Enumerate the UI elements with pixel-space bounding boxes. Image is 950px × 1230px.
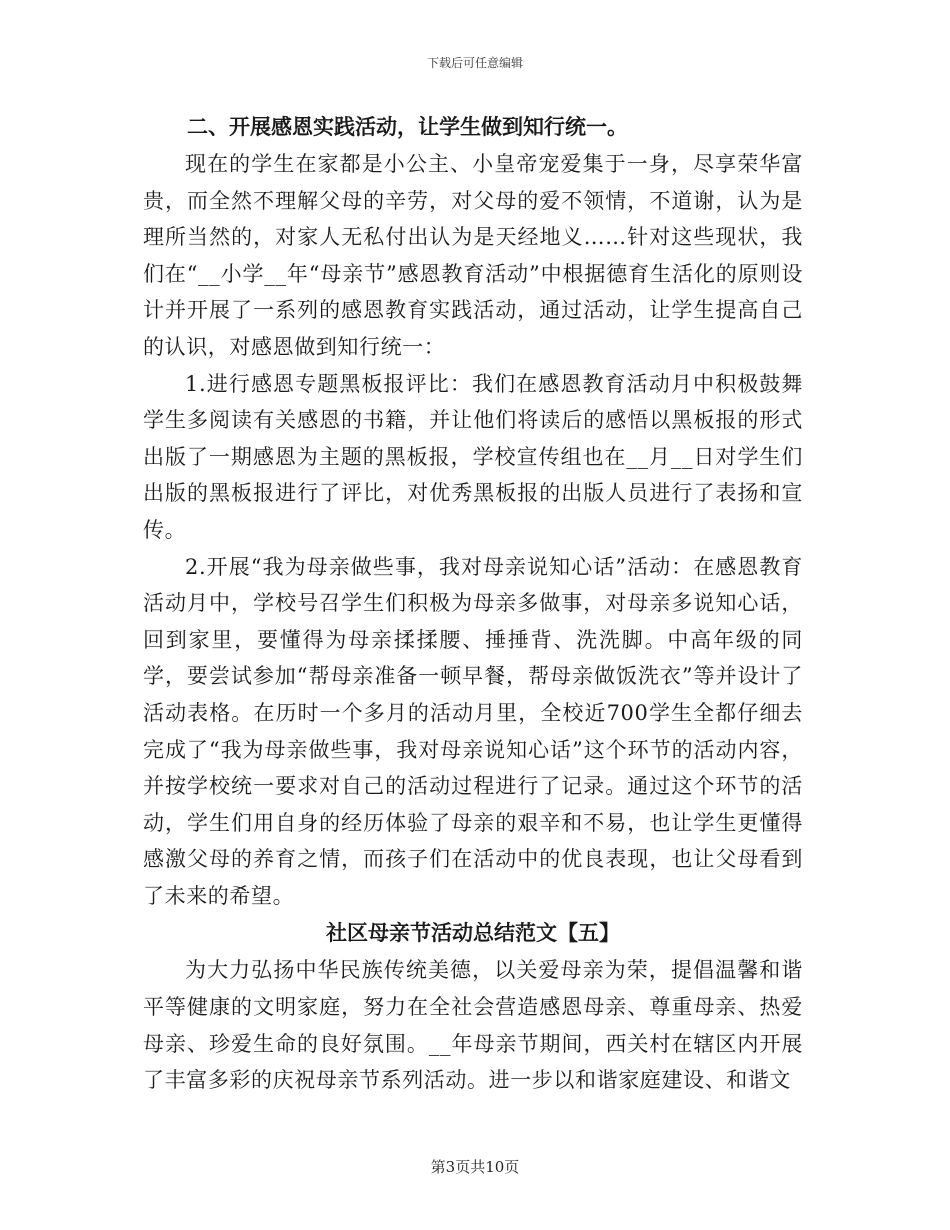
paragraph: 为大力弘扬中华民族传统美德，以关爱母亲为荣，提倡温馨和谐平等健康的文明家庭，努力在全社会营造感恩母亲、尊重母亲、热爱母亲、珍爱生命的良好氛围。__年母亲节期间，西关村在辖区内开展了丰富多彩的庆祝母亲节系列活动。进一步以和谐家庭建设、和谐文 xyxy=(143,958,803,1093)
paragraph: 现在的学生在家都是小公主、小皇帝宠爱集于一身，尽享荣华富贵，而全然不理解父母的辛劳，对父母的爱不领情，不道谢，认为是理所当然的，对家人无私付出认为是天经地义……针对这些现状，我们在“__小学__年“母亲节”感恩教育活动”中根据德育生活化的原则设计并开展了一系列的感恩教育实践活动，通过活动，让学生提高自己的认识，对感恩做到知行统一： xyxy=(143,152,803,359)
section-heading: 二、开展感恩实践活动，让学生做到知行统一。 xyxy=(187,114,628,139)
document-body xyxy=(143,108,803,1099)
paragraph: 1.进行感恩专题黑板报评比：我们在感恩教育活动月中积极鼓舞学生多阅读有关感恩的书籍，并让他们将读后的感悟以黑板报的形式出版了一期感恩为主题的黑板报，学校宣传组也在__月__日对学生们出版的黑板报进行了评比，对优秀黑板报的出版人员进行了表扬和宣传。 xyxy=(143,371,803,542)
page-footer: 第3页共10页 xyxy=(430,1158,520,1176)
page-header-note: 下载后可任意编辑 xyxy=(426,56,523,70)
section-title: 社区母亲节活动总结范文【五】 xyxy=(326,920,620,946)
paragraph: 2.开展“我为母亲做些事，我对母亲说知心话”活动：在感恩教育活动月中，学校号召学生们积极为母亲多做事，对母亲多说知心话，回到家里，要懂得为母亲揉揉腰、捶捶背、洗洗脚。中高年级的同学，要尝试参加“帮母亲准备一顿早餐，帮母亲做饭洗衣”等并设计了活动表格。在历时一个多月的活动月里，全校近700学生全都仔细去完成了“我为母亲做些事，我对母亲说知心话”这个环节的活动内容，并按学校统一要求对自己的活动过程进行了记录。通过这个环节的活动，学生们用自身的经历体验了母亲的艰辛和不易，也让学生更懂得感激父母的养育之情，而孩子们在活动中的优良表现，也让父母看到了未来的希望。 xyxy=(143,554,803,908)
